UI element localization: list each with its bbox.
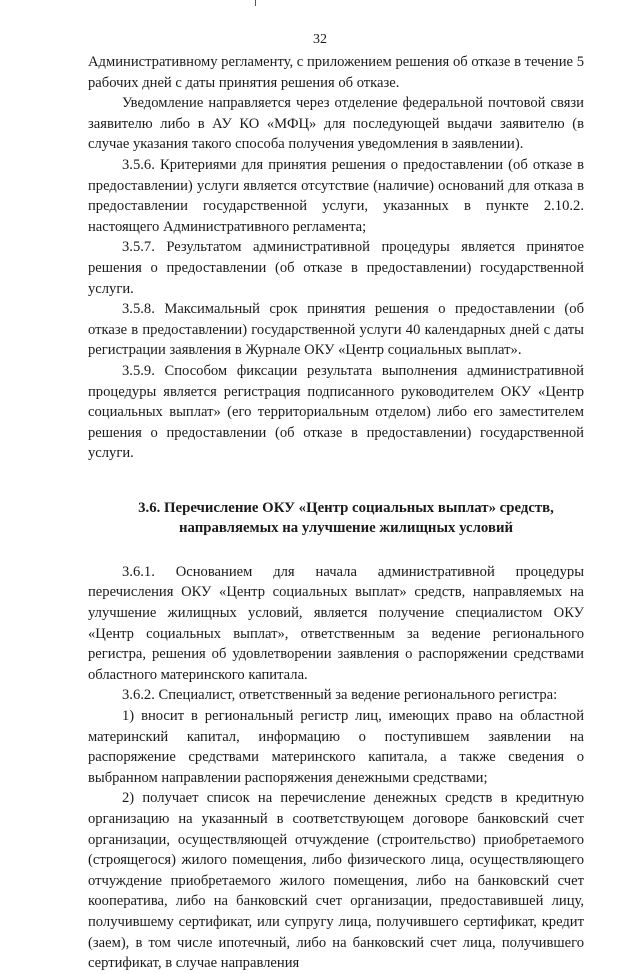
paragraph-3-5-9: 3.5.9. Способом фиксации результата выполнения административной процедуры является регистрация подписанного руководителем ОКУ «Центр социальных выплат» (его территориальным отделом) либо его заместителем решения о предоставлении (об отказе в предоставлении) государственной услуги. [88,362,584,462]
section-heading-line-1: 3.6. Перечисление ОКУ «Центр социальных выплат» средств, [138,499,554,516]
paragraph-3-5-6: 3.5.6. Критериями для принятия решения о предоставлении (об отказе в предоставлении) услуги является отсутствие (наличие) оснований для отказа в предоставлении государственной услуги, указанных в пункте 2.10.2. настоящего Административного регламента; [88,156,584,235]
section-heading-3-6 [88,498,584,538]
page-number: 32 [313,32,327,47]
paragraph-3-6-1: 3.6.1. Основанием для начала административной процедуры перечисления ОКУ «Центр социальных выплат» средств, направляемых на улучшение жилищных условий, является получение специалистом ОКУ «Центр социальных выплат», ответственным за ведение регионального регистра, решения об удовлетворении заявления о распоряжении средствами областного материнского капитала. [88,563,584,683]
paragraph-3-5-7: 3.5.7. Результатом административной процедуры является принятое решения о предоставлении (об отказе в предоставлении) государственной услуги. [88,239,584,297]
section-heading-line-2: направляемых на улучшение жилищных условий [179,519,513,536]
paragraph-notification: Уведомление направляется через отделение федеральной почтовой связи заявителю либо в АУ КО «МФЦ» для последующей выдачи заявителю (в случае указания такого способа получения уведомления в заявлении). [88,95,584,153]
paragraph-3-5-8: 3.5.8. Максимальный срок принятия решения о предоставлении (об отказе в предоставлении) государственной услуги 40 календарных дней с даты регистрации заявления в Журнале ОКУ «Центр социальных выплат». [88,301,584,359]
list-item-2: 2) получает список на перечисление денежных средств в кредитную организацию на указанный в соответствующем договоре банковский счет организации, осуществляющей отчуждение (строительство) приобретаемого (строящегося) жилого помещения, либо физического лица, осуществляющего отчуждение приобретаемого жилого помещения, либо на банковский счет кооператива, либо на банковский счет организации, предоставившей лицу, получившему сертификат, или супругу лица, получившего сертификат, кредит (заем), в том числе ипотечный, либо на банковский счет лица, получившего сертификат, в случае направления [88,790,584,972]
scan-artifact [255,0,256,6]
paragraph-3-6-2: 3.6.2. Специалист, ответственный за ведение регионального регистра: [122,687,558,704]
document-body [88,52,584,974]
paragraph-continuation: Административному регламенту, с приложением решения об отказе в течение 5 рабочих дней с даты принятия решения об отказе. [88,54,584,91]
list-item-1: 1) вносит в региональный регистр лиц, имеющих право на областной материнский капитал, информацию о поступившем заявлении на распоряжение средствами материнского капитала, а также сведения о выбранном направлении распоряжения денежными средствами; [88,708,584,786]
